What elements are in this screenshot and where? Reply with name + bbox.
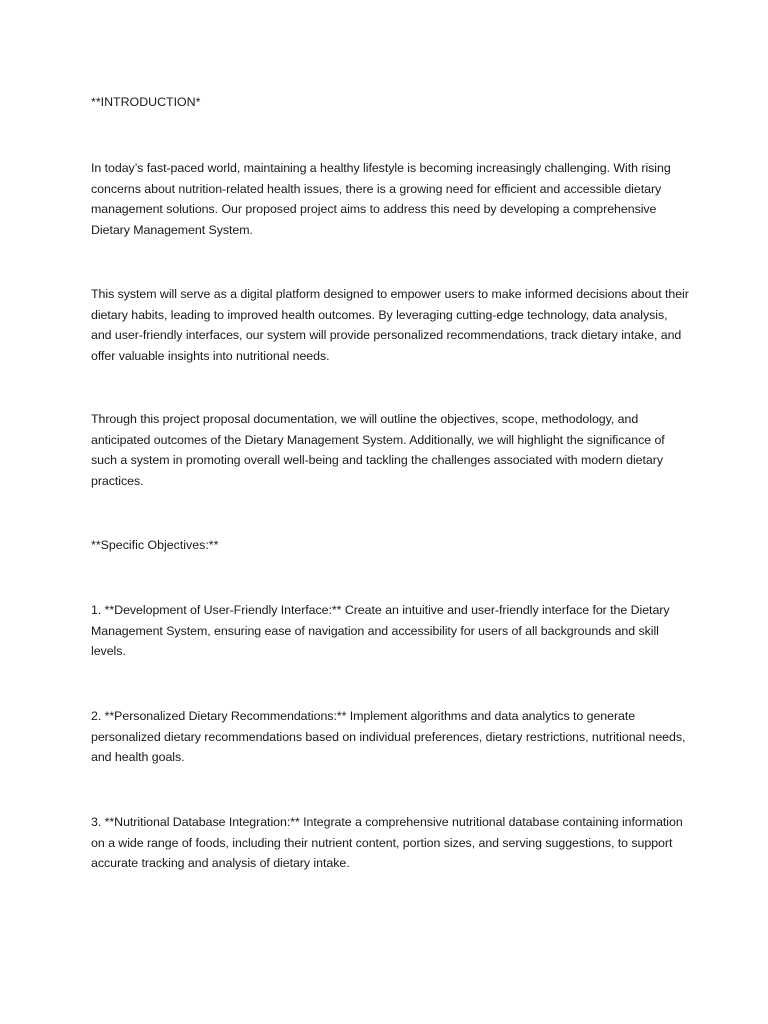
introduction-heading: **INTRODUCTION* — [91, 95, 201, 109]
intro-paragraph-2: This system will serve as a digital platform designed to empower users to make informed decisions about their dietary habits, leading to improved health outcomes. By leveraging cutting-edge technology, data analysis, and user-friendly interfaces, our system will provide personalized recommendations, track dietary intake, and offer valuable insights into nutritional needs. — [91, 287, 689, 363]
specific-objectives-heading: **Specific Objectives:** — [91, 538, 219, 552]
intro-paragraph-3: Through this project proposal documentation, we will outline the objectives, scope, methodology, and anticipated outcomes of the Dietary Management System. Additionally, we will highlight the significance of such a system in promoting overall well-being and tackling the challenges associated with modern dietary practices. — [91, 412, 665, 488]
intro-paragraph-1: In today’s fast-paced world, maintaining a healthy lifestyle is becoming increasingly challenging. With rising concerns about nutrition-related health issues, there is a growing need for efficient and accessible dietary management solutions. Our proposed project aims to address this need by developing a comprehensive Dietary Management System. — [91, 161, 671, 237]
objective-item-2: 2. **Personalized Dietary Recommendations:** Implement algorithms and data analytics to generate personalized dietary recommendations based on individual preferences, dietary restrictions, nutritional needs, and health goals. — [91, 709, 686, 764]
objective-item-3: 3. **Nutritional Database Integration:** Integrate a comprehensive nutritional database containing information on a wide range of foods, including their nutrient content, portion sizes, and serving suggestions, to support accurate tracking and analysis of dietary intake. — [91, 815, 683, 870]
objective-item-1: 1. **Development of User-Friendly Interface:** Create an intuitive and user-friendly interface for the Dietary Management System, ensuring ease of navigation and accessibility for users of all backgrounds and skill levels. — [91, 603, 670, 658]
